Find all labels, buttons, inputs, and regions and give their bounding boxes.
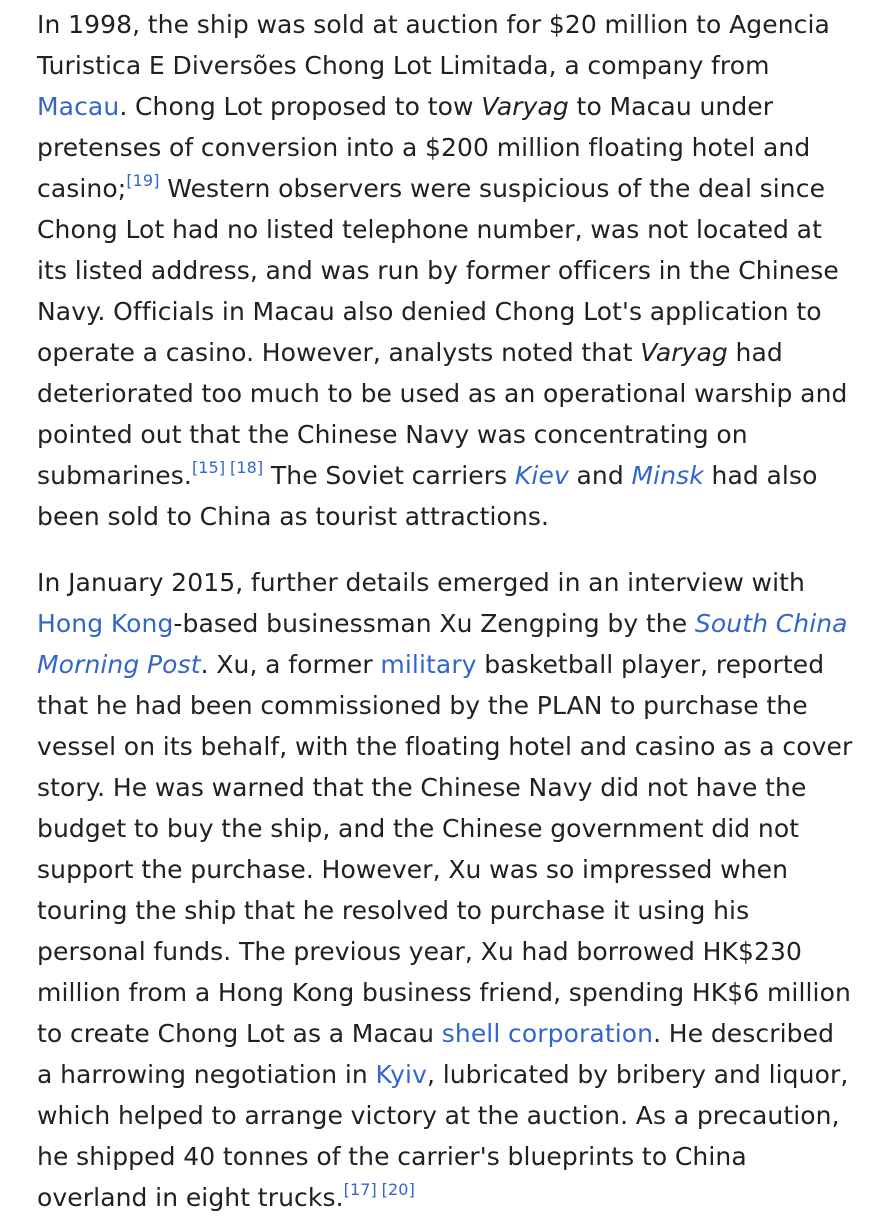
link-minsk[interactable] (631, 461, 703, 490)
link-kyiv[interactable]: Kyiv (375, 1060, 427, 1089)
text-span: Western observers were suspicious of the deal since Chong Lot had no listed telephone number, was not located at its listed address, and was run by former officers in the Chinese Navy. Officials in Macau also denied Chong Lot's application to operate a casino. However, analysts noted that (37, 174, 839, 367)
citation-18[interactable]: [18] (229, 457, 264, 477)
citation-17[interactable]: [17] (343, 1179, 377, 1199)
link-shell-corporation[interactable]: shell corporation (441, 1019, 654, 1048)
link-kiev[interactable] (515, 461, 569, 490)
citation-15[interactable]: [15] (191, 457, 226, 477)
link-scmp-label: South China Morning Post (37, 609, 848, 679)
link-military[interactable]: military (380, 650, 477, 679)
article-body (37, 0, 857, 1218)
link-kiev-label: Kiev (514, 461, 569, 490)
text-span: had also been sold to China as tourist attractions. (37, 461, 818, 531)
citation-19[interactable]: [19] (126, 170, 160, 190)
text-span: In 1998, the ship was sold at auction for $20 million to Agencia Turistica E Diversões Chong Lot Limitada, a company from (37, 10, 830, 80)
text-span: In January 2015, further details emerged in an interview with (37, 568, 805, 597)
text-span: . Xu, a former (200, 650, 381, 679)
text-span: The Soviet carriers (263, 461, 515, 490)
paragraph-1 (37, 0, 857, 537)
text-span: and (568, 461, 632, 490)
link-hong-kong[interactable]: Hong Kong (37, 609, 174, 638)
paragraph-2 (37, 562, 857, 1218)
ship-name-varyag: Varyag (640, 338, 728, 367)
text-span: to Macau under pretenses of conversion into a $200 million floating hotel and casino; (37, 92, 811, 203)
text-span: basketball player, reported that he had been commissioned by the PLAN to purchase the vessel on its behalf, with the floating hotel and casino as a cover story. He was warned that the Chinese Navy did not have the budget to buy the ship, and the Chinese government did not support the purchase. However, Xu was so impressed when touring the ship that he resolved to purchase it using his personal funds. The previous year, Xu had borrowed HK$230 million from a Hong Kong business friend, spending HK$6 million to create Chong Lot as a Macau (37, 650, 853, 1048)
text-span: -based businessman Xu Zengping by the (173, 609, 695, 638)
link-minsk-label: Minsk (631, 461, 704, 490)
citation-20[interactable]: [20] (381, 1179, 415, 1199)
text-span: . Chong Lot proposed to tow (119, 92, 482, 121)
text-span: had deteriorated too much to be used as an operational warship and pointed out that the Chinese Navy was concentrating on submarines. (37, 338, 848, 490)
text-span: , lubricated by bribery and liquor, which helped to arrange victory at the auction. As a precaution, he shipped 40 tonnes of the carrier's blueprints to China overland in eight trucks. (37, 1060, 849, 1212)
link-macau[interactable]: Macau (37, 92, 120, 121)
ship-name-varyag: Varyag (481, 92, 569, 121)
text-span: . He described a harrowing negotiation in (37, 1019, 835, 1089)
